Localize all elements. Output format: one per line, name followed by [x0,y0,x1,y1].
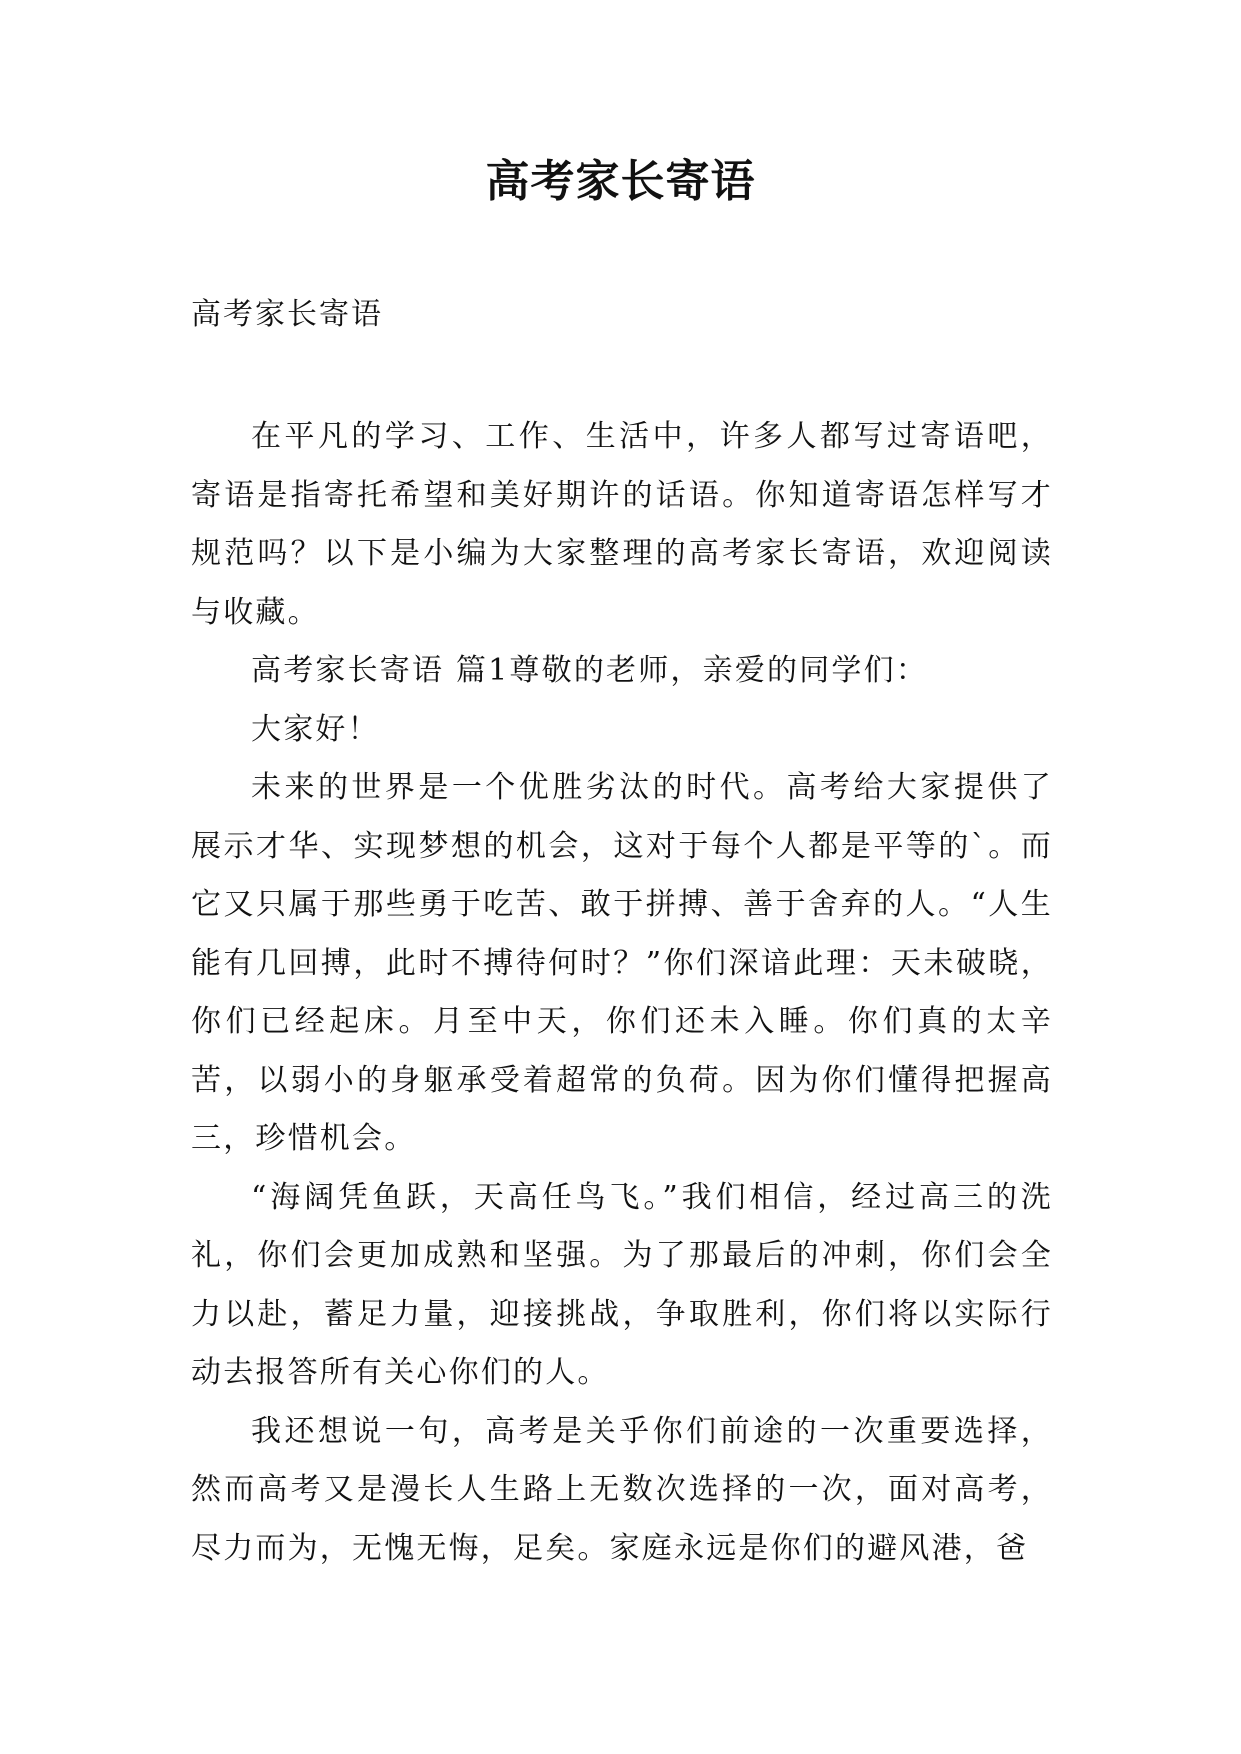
paragraph-heading-salutation: 高考家长寄语 篇1尊敬的老师，亲爱的同学们： [251,653,929,688]
paragraph-future-world: 未来的世界是一个优胜劣汰的时代。高考给大家提供了展示才华、实现梦想的机会，这对于每个人都是平等的`。而它又只属于那些勇于吃苦、敢于拼搏、善于舍弃的人。“人生能有几回搏，此时不搏待何时？”你们深谙此理：天未破晓，你们已经起床。月至中天，你们还未入睡。你们真的太辛苦，以弱小的身躯承受着超常的负荷。因为你们懂得把握高三，珍惜机会。 [191,770,1053,1156]
paragraph-choice: 我还想说一句，高考是关乎你们前途的一次重要选择，然而高考又是漫长人生路上无数次选择的一次，面对高考，尽力而为，无愧无悔，足矣。家庭永远是你们的避风港，爸 [191,1413,1053,1566]
paragraph-greeting: 大家好！ [251,711,380,747]
paragraph-sea-sky: “海阔凭鱼跃，天高任鸟飞。”我们相信，经过高三的洗礼，你们会更加成熟和坚强。为了那最后的冲刺，你们会全力以赴，蓄足力量，迎接挑战，争取胜利，你们将以实际行动去报答所有关心你们的人。 [191,1179,1053,1390]
document-body [191,408,1053,1578]
paragraph-intro: 在平凡的学习、工作、生活中，许多人都写过寄语吧，寄语是指寄托希望和美好期许的话语。你知道寄语怎样写才规范吗？以下是小编为大家整理的高考家长寄语，欢迎阅读与收藏。 [191,419,1053,630]
document-title: 高考家长寄语 [485,156,756,207]
document-subtitle: 高考家长寄语 [191,297,383,332]
